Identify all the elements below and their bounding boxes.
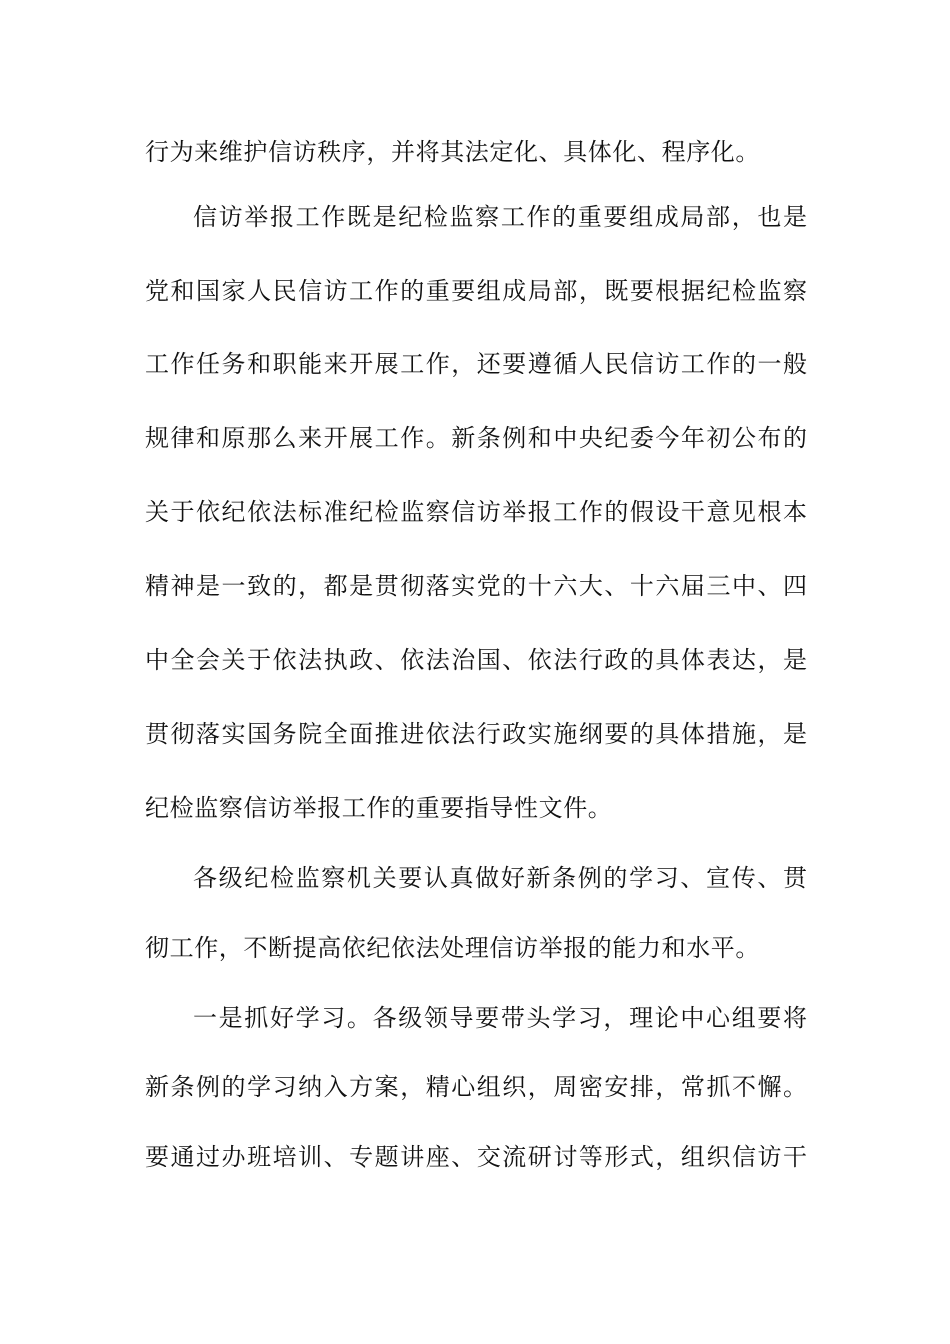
text-line-3: 党和国家人民信访工作的重要组成局部，既要根据纪检监察 bbox=[145, 277, 807, 305]
text-line-14: 新条例的学习纳入方案，精心组织，周密安排，常抓不懈。 bbox=[145, 1073, 807, 1101]
text-line-10: 纪检监察信访举报工作的重要指导性文件。 bbox=[145, 794, 613, 822]
text-line-15: 要通过办班培训、专题讲座、交流研讨等形式，组织信访干 bbox=[145, 1143, 807, 1171]
text-line-5: 规律和原那么来开展工作。新条例和中央纪委今年初公布的 bbox=[145, 424, 807, 452]
text-line-4: 工作任务和职能来开展工作，还要遵循人民信访工作的一般 bbox=[145, 350, 807, 378]
text-line-6: 关于依纪依法标准纪检监察信访举报工作的假设干意见根本 bbox=[145, 498, 807, 526]
text-line-8: 中全会关于依法执政、依法治国、依法行政的具体表达，是 bbox=[145, 646, 807, 674]
text-line-13: 一是抓好学习。各级领导要带头学习，理论中心组要将 bbox=[193, 1004, 807, 1032]
text-line-12: 彻工作，不断提高依纪依法处理信访举报的能力和水平。 bbox=[145, 934, 760, 962]
text-line-2: 信访举报工作既是纪检监察工作的重要组成局部，也是 bbox=[193, 203, 807, 231]
text-line-11: 各级纪检监察机关要认真做好新条例的学习、宣传、贯 bbox=[193, 864, 807, 892]
text-line-9: 贯彻落实国务院全面推进依法行政实施纲要的具体措施，是 bbox=[145, 720, 807, 748]
text-line-7: 精神是一致的，都是贯彻落实党的十六大、十六届三中、四 bbox=[145, 572, 807, 600]
text-line-1: 行为来维护信访秩序，并将其法定化、具体化、程序化。 bbox=[145, 138, 760, 166]
